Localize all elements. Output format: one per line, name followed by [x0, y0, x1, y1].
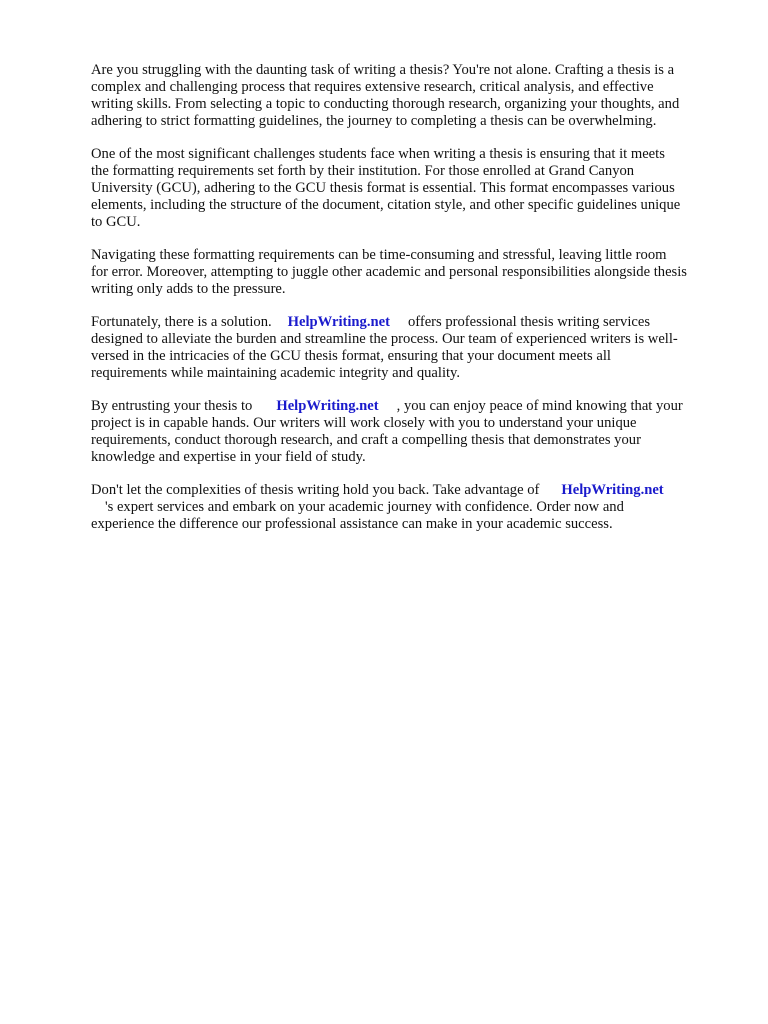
text-segment: 's expert services and embark on your academic journey with confidence. Order now and — [105, 499, 624, 515]
text-line: requirements while maintaining academic integrity and quality. — [91, 365, 461, 381]
text-line: adhering to strict formatting guidelines, the journey to completing a thesis can be overwhelming. — [91, 113, 657, 129]
text-line — [91, 398, 731, 415]
text-line: elements, including the structure of the document, citation style, and other specific guidelines unique — [91, 197, 681, 213]
document-body — [91, 62, 731, 549]
text-line: the formatting requirements set forth by their institution. For those enrolled at Grand Canyon — [91, 163, 635, 179]
paragraph-navigating — [91, 247, 731, 298]
text-line: One of the most significant challenges students face when writing a thesis is ensuring that it meets — [91, 146, 665, 162]
text-line: versed in the intricacies of the GCU thesis format, ensuring that your document meets all — [91, 348, 611, 364]
text-line: writing skills. From selecting a topic to conducting thorough research, organizing your thoughts, and — [91, 96, 680, 112]
text-line: experience the difference our professional assistance can make in your academic success. — [91, 516, 613, 532]
text-line: Are you struggling with the daunting task of writing a thesis? You're not alone. Crafting a thesis is a — [91, 62, 675, 78]
paragraph-closing — [91, 482, 731, 533]
text-segment: Don't let the complexities of thesis writing hold you back. Take advantage of — [91, 482, 540, 498]
text-line: to GCU. — [91, 214, 141, 230]
text-line: complex and challenging process that requires extensive research, critical analysis, and effective — [91, 79, 654, 95]
text-line — [91, 482, 731, 499]
helpwriting-link[interactable]: HelpWriting.net — [561, 482, 664, 498]
text-line: knowledge and expertise in your field of study. — [91, 449, 366, 465]
text-line — [91, 499, 731, 516]
paragraph-intro — [91, 62, 731, 130]
paragraph-challenges — [91, 146, 731, 231]
text-segment: By entrusting your thesis to — [91, 398, 253, 414]
text-segment: offers professional thesis writing services — [407, 314, 651, 330]
text-line: Navigating these formatting requirements can be time-consuming and stressful, leaving little room — [91, 247, 667, 263]
text-line: designed to alleviate the burden and streamline the process. Our team of experienced writers is well- — [91, 331, 678, 347]
paragraph-entrusting — [91, 398, 731, 466]
text-line: project is in capable hands. Our writers will work closely with you to understand your unique — [91, 415, 637, 431]
text-line — [91, 314, 731, 331]
text-segment: , you can enjoy peace of mind knowing that your — [396, 398, 683, 414]
text-line: writing only adds to the pressure. — [91, 281, 286, 297]
helpwriting-link[interactable]: HelpWriting.net — [276, 398, 379, 414]
text-line: University (GCU), adhering to the GCU thesis format is essential. This format encompasses various — [91, 180, 675, 196]
paragraph-solution — [91, 314, 731, 382]
helpwriting-link[interactable]: HelpWriting.net — [287, 314, 390, 330]
text-line: for error. Moreover, attempting to juggle other academic and personal responsibilities alongside thesis — [91, 264, 687, 280]
text-line: requirements, conduct thorough research, and craft a compelling thesis that demonstrates your — [91, 432, 641, 448]
text-segment: Fortunately, there is a solution. — [91, 314, 272, 330]
